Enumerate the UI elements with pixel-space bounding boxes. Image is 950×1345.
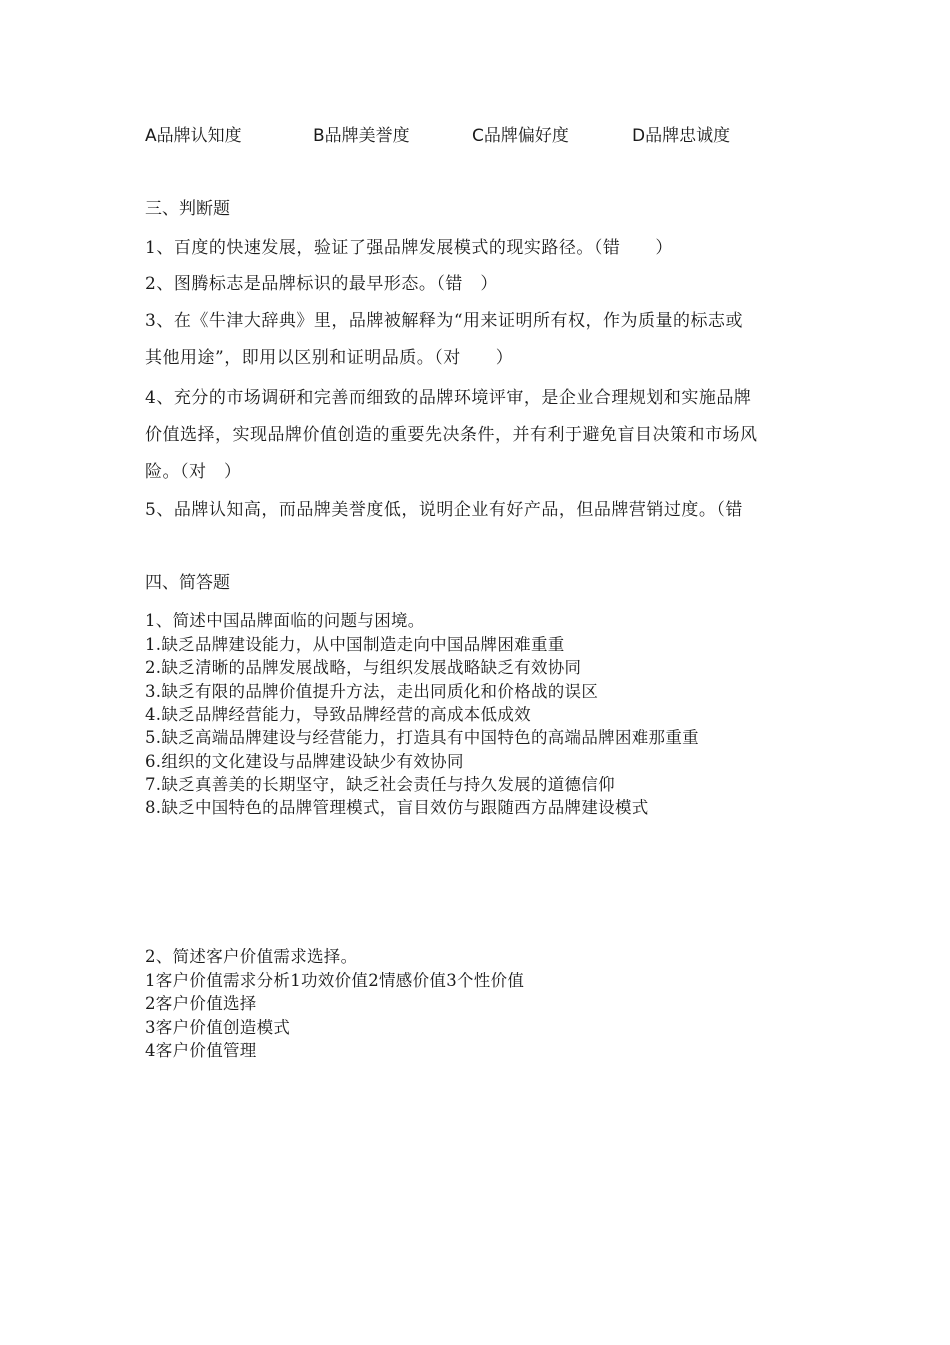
q1-line-2: 2.缺乏清晰的品牌发展战略，与组织发展战略缺乏有效协同 (145, 658, 582, 677)
q2-line-2: 2客户价值选择 (145, 994, 257, 1013)
tf-item-3-line-2: 其他用途”，即用以区别和证明品质。（对 ） (145, 348, 514, 368)
tf-item-4-line-3: 险。（对 ） (145, 462, 242, 482)
option-d: D品牌忠诚度 (632, 126, 731, 146)
tf-item-4-line-1: 4、充分的市场调研和完善而细致的品牌环境评审，是企业合理规划和实施品牌 (145, 388, 752, 408)
section3-heading: 三、判断题 (145, 199, 230, 219)
q2-line-4: 4客户价值管理 (145, 1041, 257, 1060)
tf-item-5: 5、品牌认知高，而品牌美誉度低，说明企业有好产品，但品牌营销过度。（错 (145, 500, 743, 520)
q1-line-7: 7.缺乏真善美的长期坚守，缺乏社会责任与持久发展的道德信仰 (145, 775, 615, 794)
tf-item-4-line-2: 价值选择，实现品牌价值创造的重要先决条件，并有利于避免盲目决策和市场风 (145, 425, 758, 445)
tf-item-2: 2、图腾标志是品牌标识的最早形态。（错 ） (145, 274, 498, 294)
section4-heading: 四、简答题 (145, 573, 230, 593)
option-a: A品牌认知度 (145, 126, 242, 146)
q1-line-3: 3.缺乏有限的品牌价值提升方法，走出同质化和价格战的误区 (145, 682, 599, 701)
q2-line-1: 1客户价值需求分析1功效价值2情感价值3个性价值 (145, 971, 525, 990)
q1-line-4: 4.缺乏品牌经营能力，导致品牌经营的高成本低成效 (145, 705, 531, 724)
q1-line-6: 6.组织的文化建设与品牌建设缺少有效协同 (145, 752, 464, 771)
q1-line-8: 8.缺乏中国特色的品牌管理模式，盲目效仿与跟随西方品牌建设模式 (145, 798, 649, 817)
option-b: B品牌美誉度 (313, 126, 410, 146)
q1-line-5: 5.缺乏高端品牌建设与经营能力，打造具有中国特色的高端品牌困难那重重 (145, 728, 699, 747)
q1-title: 1、简述中国品牌面临的问题与困境。 (145, 611, 425, 630)
q2-line-3: 3客户价值创造模式 (145, 1018, 291, 1037)
q1-line-1: 1.缺乏品牌建设能力，从中国制造走向中国品牌困难重重 (145, 635, 565, 654)
tf-item-1: 1、百度的快速发展，验证了强品牌发展模式的现实路径。（错 ） (145, 238, 673, 258)
option-c: C品牌偏好度 (472, 126, 569, 146)
tf-item-3-line-1: 3、在《牛津大辞典》里，品牌被解释为“用来证明所有权，作为质量的标志或 (145, 311, 744, 331)
q2-title: 2、简述客户价值需求选择。 (145, 947, 358, 966)
